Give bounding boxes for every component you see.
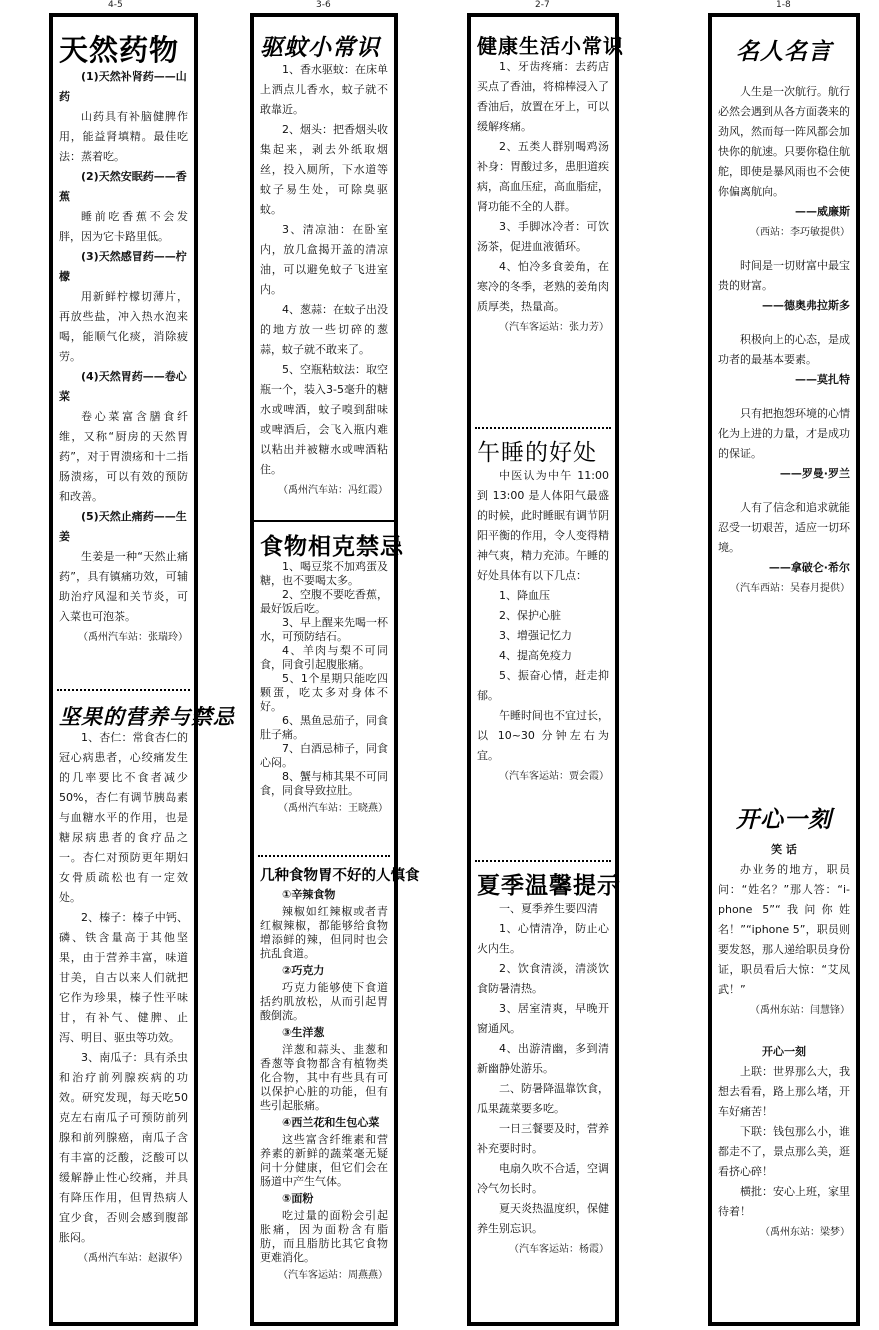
section-summer (477, 873, 621, 1259)
credit: （禹州东站：梁梦） (760, 1227, 850, 1239)
paragraph: 2、五类人群别喝鸡汤补身：胃酸过多，患胆道疾病，高血压症，高血脂症，肾功能不全的人群。 (477, 140, 609, 213)
joke-text: 上联：世界那么大，我想去看看，路上那么堵，开车好痛苦！ (718, 1065, 850, 1119)
joke-title: 开心一刻 (762, 1045, 806, 1059)
list-item: 2、保护心脏 (499, 609, 561, 623)
page-number: 1-8 (776, 0, 791, 10)
credit: （汽车客运站：周燕燕） (278, 1269, 388, 1281)
item-head: ⑤面粉 (282, 1191, 314, 1205)
paragraph: 2、烟头：把香烟头收集起来，剥去外纸取烟丝，投入厕所，下水道等蚊子易生处，可除臭驱蚊。 (260, 123, 388, 217)
quote-author: ——德奥弗拉斯多 (762, 299, 850, 313)
item-body: 睡前吃香蕉不会发胖，因为它卡路里低。 (59, 209, 188, 243)
paragraph: 电扇久吹不合适，空调冷气勿长时。 (477, 1162, 609, 1196)
page-number: 4-5 (108, 0, 123, 10)
item-head: (1)天然补肾药——山药 (59, 69, 187, 103)
credit: （禹州汽车站：王晓燕） (278, 803, 388, 815)
column-3 (467, 13, 624, 1326)
section-title: 夏季温馨提示 (477, 873, 621, 899)
paragraph: 1、牙齿疼痛：去药店买点了香油，将棉棒浸入了香油后，放置在牙上，可以缓解疼痛。 (477, 60, 609, 133)
paragraph: 7、白酒忌柿子，同食心闷。 (260, 742, 388, 770)
credit: （禹州汽车站：张瑞玲） (78, 631, 188, 643)
paragraph: 二、防暑降温靠饮食，瓜果蔬菜要多吃。 (477, 1082, 609, 1116)
credit: （汽车客运站：贾会霞） (499, 771, 609, 783)
paragraph: 中医认为中午 11:00到 13:00 是人体阳气最盛的时候，此时睡眠有调节阴阳平衡的作用，令人变得精神气爽，精力充沛。午睡的好处具体有以下几点： (477, 469, 609, 583)
credit: （汽车客运站：杨霞） (509, 1244, 609, 1256)
section-title: 名人名言 (736, 38, 832, 65)
credit: （禹州东站：闫慧锋） (750, 1005, 850, 1017)
section-title: 天然药物 (59, 33, 180, 67)
credit: （禹州汽车站：冯红霞） (278, 485, 388, 497)
section-natural-medicine (59, 35, 188, 647)
paragraph: 1、喝豆浆不加鸡蛋及糖，也不要喝太多。 (260, 560, 388, 588)
list-item: 1、降血压 (499, 589, 550, 603)
quote-text: 人有了信念和追求就能忍受一切艰苦，适应一切环境。 (718, 501, 850, 555)
section-nap (477, 441, 609, 786)
paragraph: 1、杏仁：常食杏仁的冠心病患者，心绞痛发生的几率要比不食者减少50%，杏仁有调节胰岛素与血糖水平的作用，也是糖尿病患者的食疗品之一。杏仁对预防更年期妇女骨质疏松也有一定效处。 (59, 731, 188, 905)
quote-author: ——拿破仑·希尔 (768, 561, 850, 575)
item-body: 生姜是一种“天然止痛药”，具有镇痛功效，可辅助治疗风湿和关节炎，可入菜也可泡茶。 (59, 549, 188, 623)
item-body: 山药具有补脑健脾作用，能益肾填精。最佳吃法：蒸着吃。 (59, 109, 188, 163)
quote-text: 只有把抱怨环境的心情化为上进的力量，才是成功的保证。 (718, 407, 850, 461)
paragraph: 2、榛子：榛子中钙、磷、铁含量高于其他坚果，由于营养丰富，味道甘美，自古以来人们就把它作为珍果，榛子性平味甘，有补气、健脾、止泻、明目、驱虫等功效。 (59, 911, 188, 1045)
divider (475, 860, 611, 862)
quote-text: 人生是一次航行。航行必然会遇到从各方面袭来的劲风，然而每一阵风都会加快你的航速。只要你稳住航舵，即使是暴风雨也不会使你偏离航向。 (718, 85, 850, 199)
section-food-conflict (260, 534, 404, 818)
credit: （禹州汽车站：赵淑华） (78, 1253, 188, 1265)
paragraph: 8、蟹与柿其果不可同食，同食导致拉肚。 (260, 770, 388, 798)
item-head: (2)天然安眠药——香蕉 (59, 169, 187, 203)
item-head: (5)天然止痛药——生姜 (59, 509, 187, 543)
item-body: 辣椒如红辣椒或者青红椒辣椒，都能够给食物增添鲜的辣，但同时也会抗乱食道。 (260, 904, 388, 960)
item-head: ②巧克力 (282, 963, 325, 977)
item-body: 用新鲜柠檬切薄片，再放些盐，冲入热水泡来喝，能顺气化痰，消除疲劳。 (59, 289, 188, 363)
column-4 (708, 13, 860, 1326)
paragraph: 1、心情清净，防止心火内生。 (477, 922, 609, 956)
quote-author: ——威廉斯 (795, 205, 850, 219)
section-jokes (718, 807, 850, 1242)
list-item: 5、振奋心情，赶走抑郁。 (477, 669, 609, 703)
item-head: ③生洋葱 (282, 1025, 325, 1039)
section-health-tips (477, 34, 624, 337)
paragraph: 4、羊肉与梨不可同食，同食引起腹胀痛。 (260, 644, 388, 672)
section-quotes (718, 39, 850, 598)
section-title: 开心一刻 (736, 806, 832, 833)
page-number: 2-7 (535, 0, 550, 10)
quote-author: ——莫扎特 (795, 373, 850, 387)
item-head: (4)天然胃药——卷心菜 (59, 369, 187, 403)
paragraph: 5、1个星期只能吃四颗蛋，吃太多对身体不好。 (260, 672, 388, 714)
quote-text: 时间是一切财富中最宝贵的财富。 (718, 259, 850, 293)
credit: （汽车西站：吴春月提供） (730, 583, 850, 595)
joke-title: 笑 话 (771, 843, 797, 857)
item-body: 巧克力能够使下食道括约肌放松，从而引起胃酸倒流。 (260, 980, 388, 1022)
column-2 (250, 13, 420, 1326)
paragraph: 4、葱蒜：在蚊子出没的地方放一些切碎的葱蒜，蚊子就不敢来了。 (260, 303, 388, 357)
paragraph: 2、空腹不要吃香蕉，最好饭后吃。 (260, 588, 388, 616)
section-mosquito (260, 35, 388, 500)
section-title: 驱蚊小常识 (260, 34, 380, 61)
quote-text: 积极向上的心态，是成功者的最基本要素。 (718, 333, 850, 367)
paragraph: 一日三餐要及时，营养补充要时时。 (477, 1122, 609, 1156)
paragraph: 4、出游清幽，多到清新幽静处游乐。 (477, 1042, 609, 1076)
paragraph: 3、清凉油：在卧室内，放几盒揭开盖的清凉油，可以避免蚊子飞进室内。 (260, 223, 388, 297)
divider (258, 855, 390, 857)
column-1 (49, 13, 235, 1326)
divider (475, 427, 611, 429)
paragraph: 2、饮食清淡，清淡饮食防暑清热。 (477, 962, 609, 996)
item-head: ①辛辣食物 (282, 887, 336, 901)
credit: （汽车客运站：张力芳） (499, 322, 609, 333)
section-title: 食物相克禁忌 (260, 534, 404, 560)
paragraph: 1、香水驱蚊：在床单上洒点儿香水，蚊子就不敢靠近。 (260, 63, 388, 117)
joke-text: 横批：安心上班，家里待着！ (718, 1185, 850, 1219)
page-number: 3-6 (316, 0, 331, 10)
divider (254, 520, 394, 522)
section-title: 几种食物胃不好的人慎食 (260, 868, 420, 884)
section-title: 坚果的营养与禁忌 (59, 704, 235, 729)
quote-author: ——罗曼·罗兰 (779, 467, 850, 481)
section-stomach (260, 868, 420, 1285)
paragraph: 3、居室清爽，早晚开窗通风。 (477, 1002, 609, 1036)
paragraph: 夏天炎热温度织，保健养生别忘识。 (477, 1202, 609, 1236)
paragraph: 4、怕冷多食姜角，在寒冷的冬季，老熟的姜角肉质厚类，热量高。 (477, 260, 609, 313)
item-body: 卷心菜富含膳食纤维，又称“厨房的天然胃药”，对于胃溃疡和十二指肠溃疡，可以有效的预防和改善。 (59, 409, 188, 503)
section-nuts (59, 704, 235, 1268)
item-head: (3)天然感冒药——柠檬 (59, 249, 187, 283)
item-body: 这些富含纤维素和营养素的新鲜的蔬菜毫无疑问十分健康，但它们会在肠道中产生气体。 (260, 1132, 388, 1188)
item-body: 洋葱和蒜头、韭葱和香葱等食物都含有植物类化合物，其中有些具有可以保护心脏的功能，但有些引起胀痛。 (260, 1042, 388, 1112)
paragraph: 午睡时间也不宜过长，以 10~30 分钟左右为宜。 (477, 709, 609, 763)
paragraph: 一、夏季养生要四清 (499, 902, 598, 916)
paragraph: 6、黑鱼忌茄子，同食肚子痛。 (260, 714, 388, 742)
item-body: 吃过量的面粉会引起胀痛，因为面粉含有脂肪，而且脂肪比其它食物更难消化。 (260, 1208, 388, 1264)
paragraph: 5、空瓶粘蚊法：取空瓶一个，装入3-5毫升的糖水或啤酒，蚊子嗅到甜味或啤酒后，会飞入瓶内难以粘出并被糖水或啤酒粘住。 (260, 363, 388, 477)
section-title: 午睡的好处 (477, 440, 597, 466)
divider (57, 689, 190, 691)
paragraph: 3、早上醒来先喝一杯水，可预防结石。 (260, 616, 388, 644)
section-title: 健康生活小常识 (477, 34, 624, 58)
credit: （西站：李巧敏提供） (750, 227, 850, 239)
list-item: 3、增强记忆力 (499, 629, 572, 643)
item-head: ④西兰花和生包心菜 (282, 1115, 380, 1129)
list-item: 4、提高免疫力 (499, 649, 572, 663)
paragraph: 3、手脚冰冷者：可饮汤茶，促进血液循环。 (477, 220, 609, 253)
joke-text: 下联：钱包那么小，谁都走不了，景点那么美，逛看挤心碎！ (718, 1125, 850, 1179)
paragraph: 3、南瓜子：具有杀虫和治疗前列腺疾病的功效。研究发现，每天吃50克左右南瓜子可预防前列腺和前列腺癌，南瓜子含有丰富的泛酸，泛酸可以缓解静止性心绞痛，并具有降压作用，但胃热病人宜少食，否则会感到腹部胀闷。 (59, 1051, 188, 1245)
joke-text: 办业务的地方，职员问：“姓名？”那人答：“i-phone 5”“我问你姓名！”“iphone 5”，职员则要发怒，那人递给职员身份证，职员看后大惊：“艾凤武！” (718, 863, 850, 997)
